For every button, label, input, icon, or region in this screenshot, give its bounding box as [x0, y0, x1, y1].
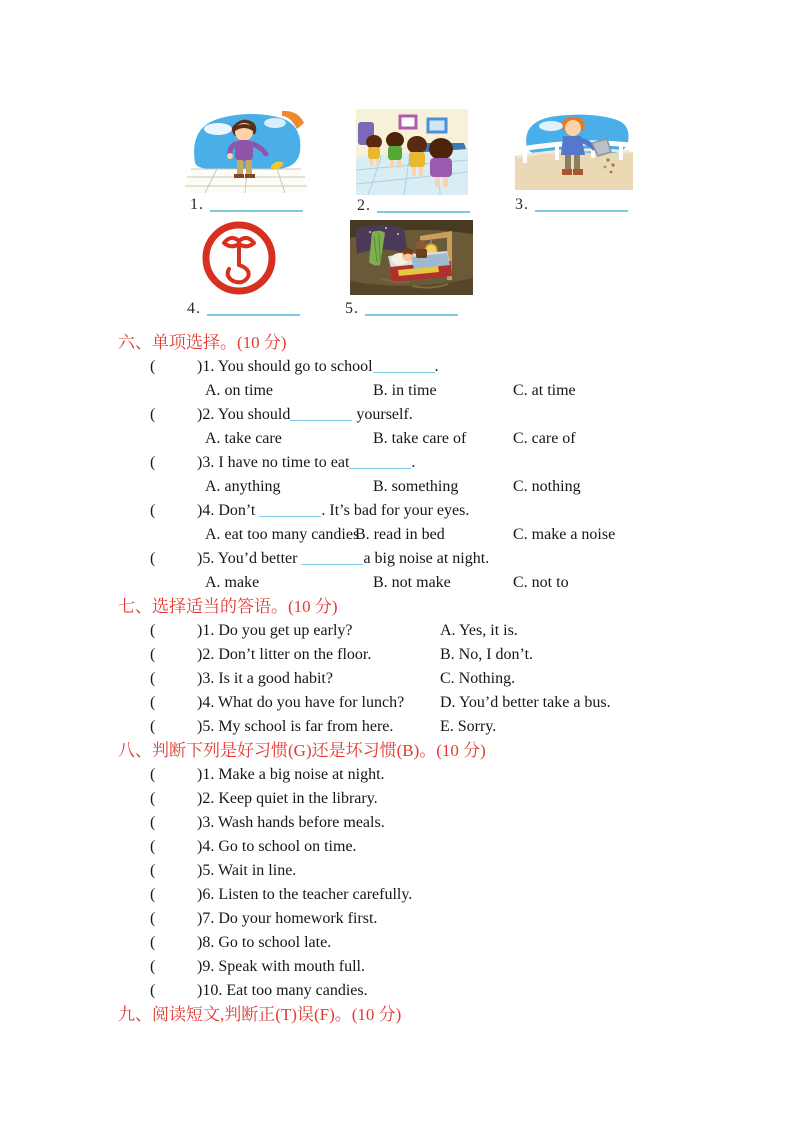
- pair-question: )5. My school is far from here.: [197, 718, 394, 735]
- option-a: A. eat too many candies: [205, 526, 360, 543]
- picture-item-3: [515, 110, 633, 214]
- answer-blank: [373, 372, 435, 373]
- mc-question-3: [118, 451, 758, 475]
- section-eight-title: 八、判断下列是好习惯(G)还是坏习惯(B)。(10 分): [118, 741, 486, 760]
- answer-paren: (: [150, 550, 156, 567]
- worksheet-body: [118, 331, 758, 1027]
- answer-paren: (: [150, 502, 156, 519]
- option-c: C. not to: [513, 574, 569, 591]
- option-c: C. nothing: [513, 478, 581, 495]
- habit-item-2: [118, 787, 758, 811]
- option-c: C. care of: [513, 430, 576, 447]
- answer-line: [377, 211, 470, 213]
- habit-item-5: [118, 859, 758, 883]
- question-stem: [197, 403, 413, 427]
- stem-text: )4. Don’t: [197, 502, 260, 519]
- option-c: C. make a noise: [513, 526, 616, 543]
- stem-text: .: [434, 358, 439, 375]
- answer-paren: (: [150, 958, 156, 975]
- boy-dumping-trash-illustration: [515, 110, 633, 190]
- pair-answer: C. Nothing.: [440, 670, 516, 687]
- reply-pair-3: [118, 667, 758, 691]
- answer-paren: (: [150, 838, 156, 855]
- answer-paren: (: [150, 694, 156, 711]
- answer-paren: (: [150, 358, 156, 375]
- question-stem: [197, 451, 415, 475]
- pair-question: )3. Is it a good habit?: [197, 670, 333, 687]
- pair-answer: E. Sorry.: [440, 718, 497, 735]
- stem-text: )5. You’d better: [197, 550, 302, 567]
- pair-question: )1. Do you get up early?: [197, 622, 353, 639]
- pair-answer: D. You’d better take a bus.: [440, 694, 611, 711]
- section-six-title: 六、单项选择。(10 分): [118, 333, 287, 352]
- answer-blank: [259, 516, 321, 517]
- habit-item-4: [118, 835, 758, 859]
- option-a: A. make: [205, 574, 260, 591]
- answer-paren: (: [150, 622, 156, 639]
- habit-item-10: [118, 979, 758, 1003]
- mc-options-1: [205, 379, 758, 403]
- answer-paren: (: [150, 454, 156, 471]
- stem-text: yourself.: [352, 406, 413, 423]
- question-stem: [197, 499, 469, 523]
- answer-line: [535, 210, 628, 212]
- picture-item-2: [356, 109, 470, 215]
- answer-paren: (: [150, 790, 156, 807]
- picture-number: 5.: [345, 300, 359, 317]
- question-stem: [197, 355, 439, 379]
- option-b: B. read in bed: [355, 526, 445, 543]
- habit-item-6: [118, 883, 758, 907]
- question-stem: [197, 547, 489, 571]
- answer-paren: (: [150, 766, 156, 783]
- stem-text: )2. You should: [197, 406, 291, 423]
- habit-text: )7. Do your homework first.: [197, 910, 378, 927]
- picture-number: 3.: [515, 196, 529, 213]
- option-a: A. take care: [205, 430, 282, 447]
- habit-text: )3. Wash hands before meals.: [197, 814, 385, 831]
- option-b: B. take care of: [373, 430, 467, 447]
- habit-text: )8. Go to school late.: [197, 934, 332, 951]
- answer-paren: (: [150, 886, 156, 903]
- mc-question-2: [118, 403, 758, 427]
- pair-answer: B. No, I don’t.: [440, 646, 534, 663]
- option-a: A. on time: [205, 382, 273, 399]
- habit-item-9: [118, 955, 758, 979]
- mc-question-4: [118, 499, 758, 523]
- answer-paren: (: [150, 406, 156, 423]
- option-b: B. not make: [373, 574, 451, 591]
- habit-text: )1. Make a big noise at night.: [197, 766, 385, 783]
- answer-line: [207, 314, 300, 316]
- habit-text: )10. Eat too many candies.: [197, 982, 368, 999]
- answer-blank: [349, 468, 411, 469]
- option-c: C. at time: [513, 382, 576, 399]
- mc-options-4: [205, 523, 758, 547]
- answer-paren: (: [150, 910, 156, 927]
- habit-item-7: [118, 907, 758, 931]
- habit-item-1: [118, 763, 758, 787]
- stem-text: )1. You should go to school: [197, 358, 373, 375]
- answer-blank: [301, 564, 363, 565]
- stem-text: . It’s bad for your eyes.: [321, 502, 470, 519]
- habit-text: )2. Keep quiet in the library.: [197, 790, 378, 807]
- reply-pair-4: [118, 691, 758, 715]
- mc-question-5: [118, 547, 758, 571]
- option-b: B. in time: [373, 382, 437, 399]
- answer-paren: (: [150, 646, 156, 663]
- mc-options-5: [205, 571, 758, 595]
- answer-paren: (: [150, 934, 156, 951]
- children-waiting-in-line-illustration: [356, 109, 468, 195]
- picture-number: 4.: [187, 300, 201, 317]
- keep-quiet-sign-icon: [198, 218, 280, 298]
- habit-item-8: [118, 931, 758, 955]
- child-sleeping-at-night-illustration: [350, 220, 473, 295]
- pair-answer: A. Yes, it is.: [440, 622, 518, 639]
- answer-line: [210, 210, 303, 212]
- picture-number: 2.: [357, 197, 371, 214]
- mc-question-1: [118, 355, 758, 379]
- section-nine-title: 九、阅读短文,判断正(T)误(F)。(10 分): [118, 1005, 402, 1024]
- answer-paren: (: [150, 862, 156, 879]
- pair-question: )2. Don’t litter on the floor.: [197, 646, 372, 663]
- boy-dropping-banana-peel-illustration: [185, 108, 307, 193]
- answer-paren: (: [150, 982, 156, 999]
- stem-text: .: [411, 454, 416, 471]
- option-a: A. anything: [205, 478, 281, 495]
- picture-number: 1.: [190, 196, 204, 213]
- habit-text: )5. Wait in line.: [197, 862, 297, 879]
- pair-question: )4. What do you have for lunch?: [197, 694, 405, 711]
- picture-item-4: [185, 218, 300, 318]
- reply-pair-5: [118, 715, 758, 739]
- answer-line: [365, 314, 458, 316]
- picture-item-5: [345, 220, 473, 318]
- reply-pair-1: [118, 619, 758, 643]
- answer-blank: [290, 420, 352, 421]
- habit-text: )4. Go to school on time.: [197, 838, 357, 855]
- answer-paren: (: [150, 814, 156, 831]
- mc-options-3: [205, 475, 758, 499]
- stem-text: a big noise at night.: [363, 550, 490, 567]
- habit-text: )6. Listen to the teacher carefully.: [197, 886, 413, 903]
- answer-paren: (: [150, 718, 156, 735]
- reply-pair-2: [118, 643, 758, 667]
- option-b: B. something: [373, 478, 459, 495]
- answer-paren: (: [150, 670, 156, 687]
- habit-item-3: [118, 811, 758, 835]
- habit-text: )9. Speak with mouth full.: [197, 958, 365, 975]
- stem-text: )3. I have no time to eat: [197, 454, 350, 471]
- section-seven-title: 七、选择适当的答语。(10 分): [118, 597, 338, 616]
- mc-options-2: [205, 427, 758, 451]
- picture-item-1: [185, 108, 307, 214]
